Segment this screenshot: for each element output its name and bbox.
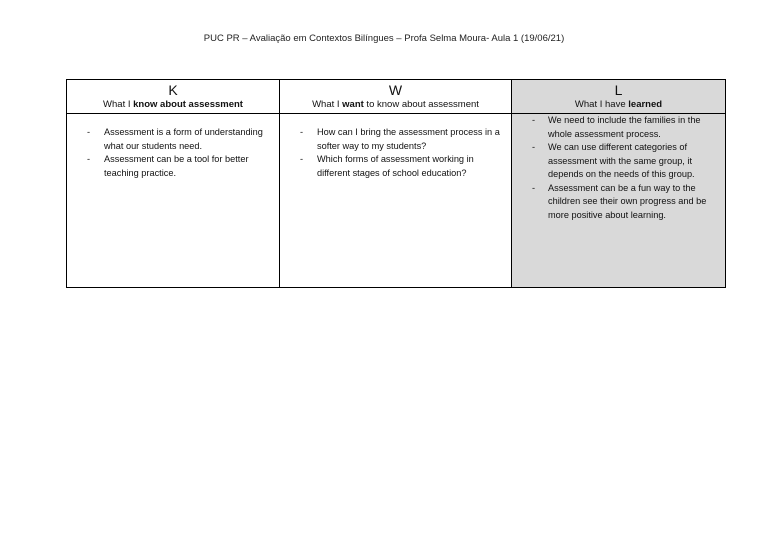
w-list [280, 126, 511, 180]
kwl-body-row [67, 114, 726, 288]
w-subtitle-prefix: What I [312, 99, 343, 110]
k-letter: K [168, 82, 178, 98]
list-item: - We can use different categories of assessment with the same group, it depends on the needs of this group. [512, 141, 725, 182]
kwl-table [66, 79, 726, 288]
w-letter: W [388, 82, 403, 98]
list-item: - Which forms of assessment working in different stages of school education? [280, 153, 511, 180]
list-item: - How can I bring the assessment process in a softer way to my students? [280, 126, 511, 153]
l-header-cell [512, 80, 726, 114]
l-subtitle-bold: learned [628, 99, 663, 110]
k-body-cell [67, 114, 280, 288]
list-item: - Assessment can be a fun way to the children see their own progress and be more positive about learning. [512, 182, 725, 223]
k-list [67, 126, 279, 180]
k-subtitle-bold: know about assessment [133, 99, 243, 110]
k-subtitle [67, 99, 279, 111]
l-subtitle [512, 99, 725, 111]
list-item: - We need to include the families in the whole assessment process. [512, 114, 725, 141]
w-subtitle [280, 99, 511, 111]
w-header-cell [280, 80, 512, 114]
w-body-cell [280, 114, 512, 288]
kwl-header-row [67, 80, 726, 114]
document-header [0, 33, 768, 44]
l-subtitle-prefix: What I have [574, 99, 629, 110]
l-letter: L [614, 82, 623, 98]
l-body-cell [512, 114, 726, 288]
k-subtitle-prefix: What I [103, 99, 134, 110]
list-item: - Assessment can be a tool for better teaching practice. [67, 153, 279, 180]
k-header-cell [67, 80, 280, 114]
w-subtitle-suffix: to know about assessment [363, 99, 479, 110]
w-subtitle-bold: want [342, 99, 364, 110]
document-title: PUC PR – Avaliação em Contextos Bilíngues – Profa Selma Moura- Aula 1 (19/06/21) [203, 33, 565, 44]
list-item: - Assessment is a form of understanding what our students need. [67, 126, 279, 153]
l-list [512, 114, 725, 222]
